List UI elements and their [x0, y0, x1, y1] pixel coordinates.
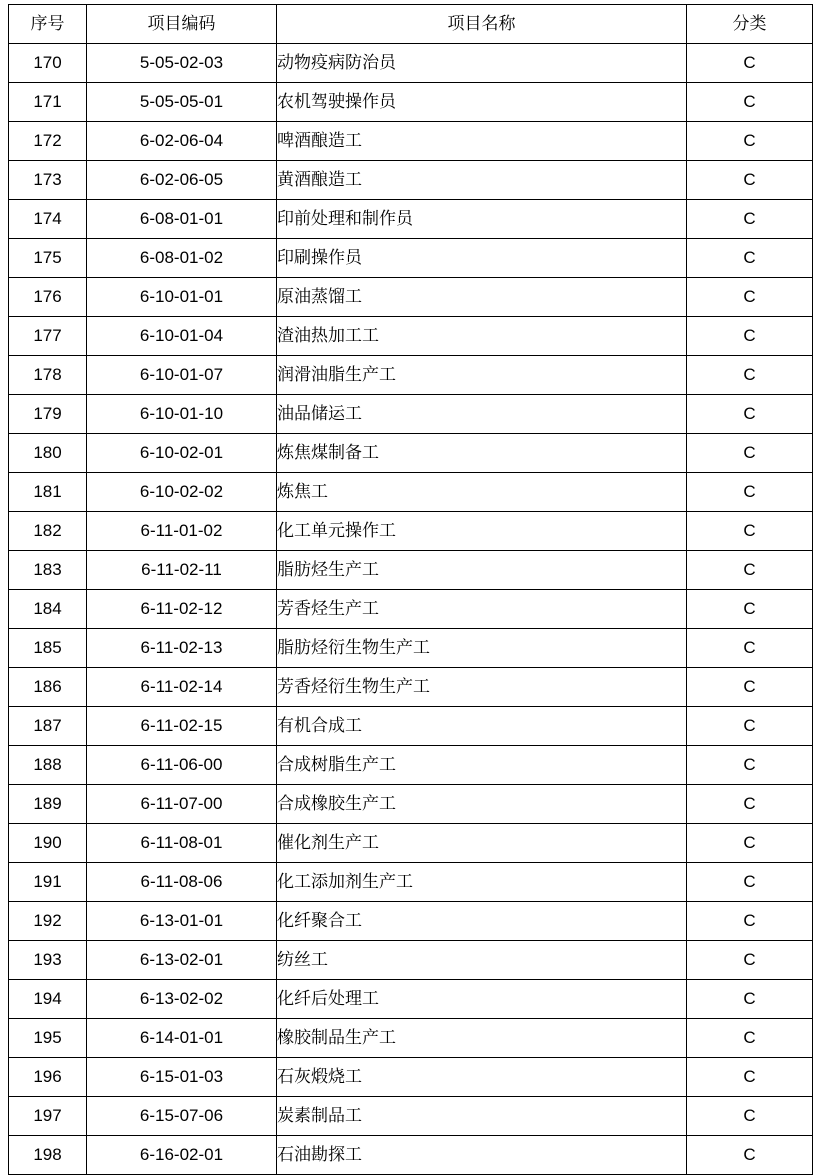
table-row	[9, 863, 813, 902]
cell-seq: 171	[9, 83, 87, 122]
cell-code: 6-15-01-03	[87, 1058, 277, 1097]
column-header-code: 项目编码	[87, 5, 277, 44]
table-row	[9, 317, 813, 356]
table-row	[9, 239, 813, 278]
table-row	[9, 83, 813, 122]
cell-code: 6-10-02-01	[87, 434, 277, 473]
cell-seq: 181	[9, 473, 87, 512]
cell-code: 6-10-01-07	[87, 356, 277, 395]
cell-name: 啤酒酿造工	[277, 122, 687, 161]
cell-code: 6-14-01-01	[87, 1019, 277, 1058]
cell-code: 6-11-02-15	[87, 707, 277, 746]
cell-name: 合成橡胶生产工	[277, 785, 687, 824]
cell-name: 石油勘探工	[277, 1136, 687, 1175]
cell-seq: 185	[9, 629, 87, 668]
cell-category: C	[687, 161, 813, 200]
cell-category: C	[687, 239, 813, 278]
cell-seq: 172	[9, 122, 87, 161]
cell-category: C	[687, 434, 813, 473]
cell-seq: 173	[9, 161, 87, 200]
cell-seq: 197	[9, 1097, 87, 1136]
cell-category: C	[687, 317, 813, 356]
cell-code: 6-10-01-01	[87, 278, 277, 317]
table-row	[9, 590, 813, 629]
cell-seq: 195	[9, 1019, 87, 1058]
cell-name: 农机驾驶操作员	[277, 83, 687, 122]
table-row	[9, 824, 813, 863]
table-row	[9, 395, 813, 434]
cell-category: C	[687, 1058, 813, 1097]
cell-category: C	[687, 122, 813, 161]
cell-name: 炭素制品工	[277, 1097, 687, 1136]
cell-category: C	[687, 785, 813, 824]
column-header-category: 分类	[687, 5, 813, 44]
table-header	[9, 5, 813, 44]
table-row	[9, 200, 813, 239]
cell-seq: 184	[9, 590, 87, 629]
cell-category: C	[687, 980, 813, 1019]
table-row	[9, 785, 813, 824]
cell-seq: 187	[9, 707, 87, 746]
cell-category: C	[687, 551, 813, 590]
cell-name: 炼焦煤制备工	[277, 434, 687, 473]
cell-code: 6-11-02-11	[87, 551, 277, 590]
cell-seq: 170	[9, 44, 87, 83]
cell-category: C	[687, 1019, 813, 1058]
cell-category: C	[687, 278, 813, 317]
cell-code: 6-11-06-00	[87, 746, 277, 785]
table-row	[9, 980, 813, 1019]
cell-seq: 190	[9, 824, 87, 863]
cell-code: 6-11-02-13	[87, 629, 277, 668]
cell-name: 芳香烃生产工	[277, 590, 687, 629]
cell-code: 6-11-01-02	[87, 512, 277, 551]
cell-name: 橡胶制品生产工	[277, 1019, 687, 1058]
table-row	[9, 161, 813, 200]
table-row	[9, 1019, 813, 1058]
table-row	[9, 629, 813, 668]
cell-code: 6-08-01-02	[87, 239, 277, 278]
cell-category: C	[687, 44, 813, 83]
table-row	[9, 668, 813, 707]
cell-category: C	[687, 395, 813, 434]
cell-code: 6-11-07-00	[87, 785, 277, 824]
cell-seq: 186	[9, 668, 87, 707]
cell-category: C	[687, 707, 813, 746]
table-row	[9, 551, 813, 590]
cell-category: C	[687, 1136, 813, 1175]
occupation-table	[8, 4, 813, 1175]
cell-name: 化纤聚合工	[277, 902, 687, 941]
table-row	[9, 356, 813, 395]
cell-name: 有机合成工	[277, 707, 687, 746]
cell-code: 6-13-01-01	[87, 902, 277, 941]
cell-name: 油品储运工	[277, 395, 687, 434]
cell-name: 纺丝工	[277, 941, 687, 980]
cell-seq: 178	[9, 356, 87, 395]
cell-name: 原油蒸馏工	[277, 278, 687, 317]
cell-name: 黄酒酿造工	[277, 161, 687, 200]
table-row	[9, 434, 813, 473]
cell-code: 6-16-02-01	[87, 1136, 277, 1175]
cell-category: C	[687, 200, 813, 239]
cell-seq: 177	[9, 317, 87, 356]
cell-category: C	[687, 356, 813, 395]
table-row	[9, 1097, 813, 1136]
cell-seq: 175	[9, 239, 87, 278]
cell-name: 化工单元操作工	[277, 512, 687, 551]
cell-name: 催化剂生产工	[277, 824, 687, 863]
cell-seq: 182	[9, 512, 87, 551]
cell-name: 芳香烃衍生物生产工	[277, 668, 687, 707]
table-row	[9, 122, 813, 161]
cell-name: 动物疫病防治员	[277, 44, 687, 83]
table-row	[9, 707, 813, 746]
cell-category: C	[687, 512, 813, 551]
cell-seq: 188	[9, 746, 87, 785]
cell-seq: 176	[9, 278, 87, 317]
cell-code: 6-13-02-01	[87, 941, 277, 980]
cell-category: C	[687, 473, 813, 512]
table-row	[9, 473, 813, 512]
cell-code: 6-02-06-05	[87, 161, 277, 200]
cell-name: 脂肪烃生产工	[277, 551, 687, 590]
cell-seq: 196	[9, 1058, 87, 1097]
cell-code: 5-05-02-03	[87, 44, 277, 83]
cell-code: 6-10-01-04	[87, 317, 277, 356]
table-row	[9, 941, 813, 980]
table-row	[9, 1058, 813, 1097]
cell-seq: 174	[9, 200, 87, 239]
table-row	[9, 512, 813, 551]
cell-category: C	[687, 902, 813, 941]
column-header-seq: 序号	[9, 5, 87, 44]
table-body	[9, 44, 813, 1175]
cell-code: 6-10-01-10	[87, 395, 277, 434]
table-row	[9, 278, 813, 317]
cell-seq: 198	[9, 1136, 87, 1175]
table-row	[9, 746, 813, 785]
cell-category: C	[687, 746, 813, 785]
table-header-row	[9, 5, 813, 44]
cell-name: 润滑油脂生产工	[277, 356, 687, 395]
cell-category: C	[687, 1097, 813, 1136]
cell-name: 化工添加剂生产工	[277, 863, 687, 902]
cell-seq: 179	[9, 395, 87, 434]
cell-seq: 191	[9, 863, 87, 902]
cell-code: 6-11-02-12	[87, 590, 277, 629]
cell-name: 炼焦工	[277, 473, 687, 512]
cell-category: C	[687, 83, 813, 122]
cell-category: C	[687, 668, 813, 707]
cell-category: C	[687, 590, 813, 629]
cell-seq: 189	[9, 785, 87, 824]
cell-name: 化纤后处理工	[277, 980, 687, 1019]
cell-category: C	[687, 941, 813, 980]
cell-code: 6-11-08-06	[87, 863, 277, 902]
cell-name: 印前处理和制作员	[277, 200, 687, 239]
cell-code: 6-15-07-06	[87, 1097, 277, 1136]
cell-name: 脂肪烃衍生物生产工	[277, 629, 687, 668]
cell-category: C	[687, 629, 813, 668]
cell-seq: 183	[9, 551, 87, 590]
cell-code: 5-05-05-01	[87, 83, 277, 122]
cell-seq: 192	[9, 902, 87, 941]
cell-name: 印刷操作员	[277, 239, 687, 278]
cell-category: C	[687, 863, 813, 902]
table-row	[9, 1136, 813, 1175]
cell-seq: 194	[9, 980, 87, 1019]
cell-name: 合成树脂生产工	[277, 746, 687, 785]
cell-category: C	[687, 824, 813, 863]
cell-seq: 193	[9, 941, 87, 980]
column-header-name: 项目名称	[277, 5, 687, 44]
cell-code: 6-02-06-04	[87, 122, 277, 161]
cell-code: 6-08-01-01	[87, 200, 277, 239]
cell-name: 渣油热加工工	[277, 317, 687, 356]
cell-seq: 180	[9, 434, 87, 473]
table-row	[9, 44, 813, 83]
cell-code: 6-10-02-02	[87, 473, 277, 512]
cell-code: 6-13-02-02	[87, 980, 277, 1019]
cell-code: 6-11-08-01	[87, 824, 277, 863]
cell-name: 石灰煅烧工	[277, 1058, 687, 1097]
table-row	[9, 902, 813, 941]
cell-code: 6-11-02-14	[87, 668, 277, 707]
